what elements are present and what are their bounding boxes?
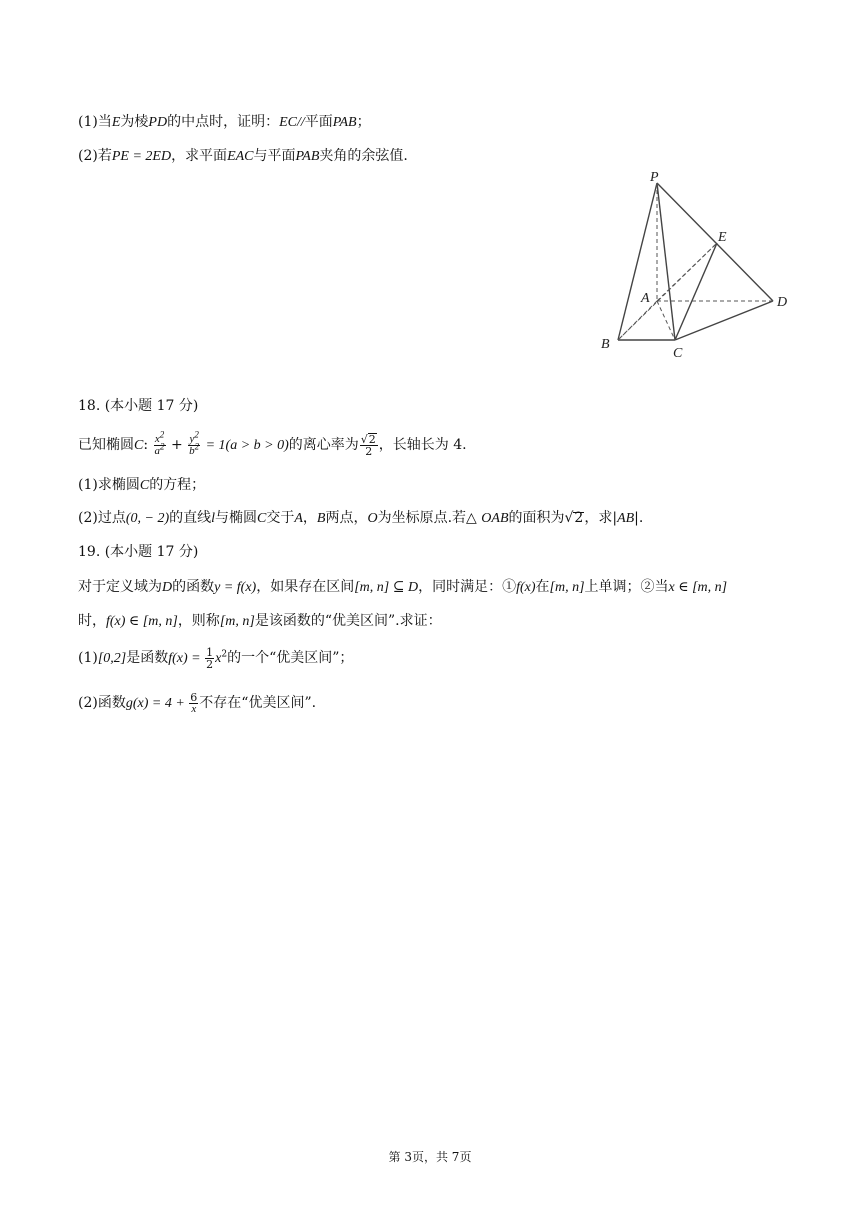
frac-y2-b2: $\frac{y^2}{b^2}$ bbox=[189, 428, 200, 457]
q17-part1: (1)当E为棱PD的中点时，证明：EC//平面PAB； bbox=[78, 114, 371, 130]
label-P: P bbox=[650, 170, 659, 185]
page-footer: 第 3页，共 7页 bbox=[388, 1150, 472, 1164]
edge-PB bbox=[618, 183, 657, 340]
q19-part1: (1)[0,2]是函数f(x) = $\frac{1}{2}$ $x^2$的一个“优美区间”； bbox=[78, 645, 354, 671]
label-E: E bbox=[718, 230, 727, 245]
q17-part2: (2)若PE = 2ED，求平面EAC与平面PAB夹角的余弦值. bbox=[78, 148, 408, 164]
q19-line1: 对于定义域为D的函数y = f(x)，如果存在区间[m, n] ⊆ D，同时满足：①f(x)在[m, n]上单调；②当x ∈ [m, n] bbox=[78, 579, 728, 595]
label-A: A bbox=[641, 291, 650, 306]
label-D: D bbox=[777, 295, 788, 310]
q18-stem: 已知椭圆C: $\frac{x^2}{a^2}$ + $\frac{y^2}{b^2}$ = 1(a > b > 0)的离心率为 $\frac{√2}{2}$ ，长轴长为 4. bbox=[78, 428, 467, 458]
frac-6-x: $\frac{6}{x}$ bbox=[190, 690, 198, 715]
frac-sqrt2-2: $\frac{√2}{2}$ bbox=[360, 433, 376, 458]
q18-header: 18. (本小题 17 分) bbox=[78, 398, 199, 414]
label-B: B bbox=[601, 337, 610, 352]
edge-PC bbox=[657, 183, 675, 340]
frac-1-2: $\frac{1}{2}$ bbox=[206, 645, 214, 671]
q19-part2: (2)函数g(x) = 4 + $\frac{6}{x}$ 不存在“优美区间”. bbox=[78, 690, 317, 715]
edge-PD bbox=[657, 183, 773, 301]
q18-part2: (2)过点(0, − 2)的直线l与椭圆C交于A，B两点，O为坐标原点.若△ OAB的面积为√2，求|AB|. bbox=[78, 510, 644, 526]
frac-x2-a2: $\frac{x^2}{a^2}$ bbox=[154, 428, 165, 457]
q19-line2: 时，f(x) ∈ [m, n]，则称[m, n]是该函数的“优美区间”.求证： bbox=[78, 613, 442, 629]
pyramid-figure bbox=[595, 163, 800, 363]
q18-part1: (1)求椭圆C的方程； bbox=[78, 477, 206, 493]
label-C: C bbox=[673, 346, 683, 361]
q19-header: 19. (本小题 17 分) bbox=[78, 544, 199, 560]
